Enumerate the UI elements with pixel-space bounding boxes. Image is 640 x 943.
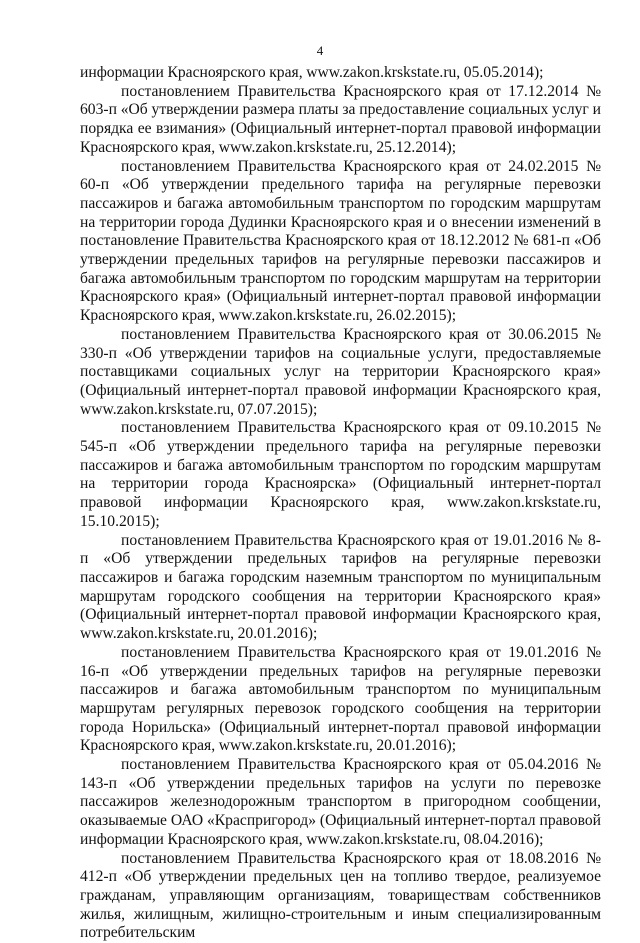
paragraph-resolution-603: постановлением Правительства Красноярского края от 17.12.2014 № 603-п «Об утверждении размера платы за предоставление социальных услуг и порядка ее взимания» (Официальный интернет-портал правовой информации Красноярского края, www.zakon.krskstate.ru, 25.12.2014);	[80, 82, 601, 156]
paragraph-resolution-412: постановлением Правительства Красноярского края от 18.08.2016 № 412-п «Об утверждении предельных цен на топливо твердое, реализуемое гражданам, управляющим организациям, товариществам собственников жилья, жилищным, жилищно-строительным и иным специализированным потребительским	[80, 849, 601, 942]
paragraph-resolution-16: постановлением Правительства Красноярского края от 19.01.2016 № 16-п «Об утверждении предельных тарифов на регулярные перевозки пассажиров и багажа автомобильным транспортом по муниципальным маршрутам регулярных перевозок городского сообщения на территории города Норильска» (Официальный интернет-портал правовой информации Красноярского края, www.zakon.krskstate.ru, 20.01.2016);	[80, 643, 601, 755]
paragraph-resolution-143: постановлением Правительства Красноярского края от 05.04.2016 № 143-п «Об утверждении предельных тарифов на услуги по перевозке пассажиров железнодорожным транспортом в пригородном сообщении, оказываемые ОАО «Краспригород» (Официальный интернет-портал правовой информации Красноярского края, www.zakon.krskstate.ru, 08.04.2016);	[80, 756, 601, 848]
paragraph-resolution-545: постановлением Правительства Красноярского края от 09.10.2015 № 545-п «Об утверждении предельного тарифа на регулярные перевозки пассажиров и багажа автомобильным транспортом по городским маршрутам на территории города Красноярска» (Официальный интернет-портал правовой информации Красноярского края, www.zakon.krskstate.ru, 15.10.2015);	[80, 419, 601, 530]
paragraph-resolution-330: постановлением Правительства Красноярского края от 30.06.2015 № 330-п «Об утверждении тарифов на социальные услуги, предоставляемые поставщиками социальных услуг на территории Красноярского края» (Официальный интернет-портал правовой информации Красноярского края, www.zakon.krskstate.ru, 07.07.2015);	[80, 325, 601, 418]
paragraph-resolution-60: постановлением Правительства Красноярского края от 24.02.2015 № 60-п «Об утверждении предельного тарифа на регулярные перевозки пассажиров и багажа автомобильным транспортом по городским маршрутам на территории города Дудинки Красноярского края и о внесении изменений в постановление Правительства Красноярского края от 18.12.2012 № 681-п «Об утверждении предельных тарифов на регулярные перевозки пассажиров и багажа автомобильным транспортом по городским маршрутам на территории Красноярского края» (Официальный интернет-портал правовой информации Красноярского края, www.zakon.krskstate.ru, 26.02.2015);	[80, 157, 601, 325]
document-body	[80, 64, 601, 943]
paragraph-resolution-8: постановлением Правительства Красноярского края от 19.01.2016 № 8-п «Об утверждении предельных тарифов на регулярные перевозки пассажиров и багажа городским наземным транспортом по муниципальным маршрутам городского сообщения на территории Красноярского края» (Официальный интернет-портал правовой информации Красноярского края, www.zakon.krskstate.ru, 20.01.2016);	[80, 531, 601, 643]
paragraph-continuation: информации Красноярского края, www.zakon.krskstate.ru, 05.05.2014);	[80, 64, 544, 81]
page-number: 4	[316, 43, 324, 58]
